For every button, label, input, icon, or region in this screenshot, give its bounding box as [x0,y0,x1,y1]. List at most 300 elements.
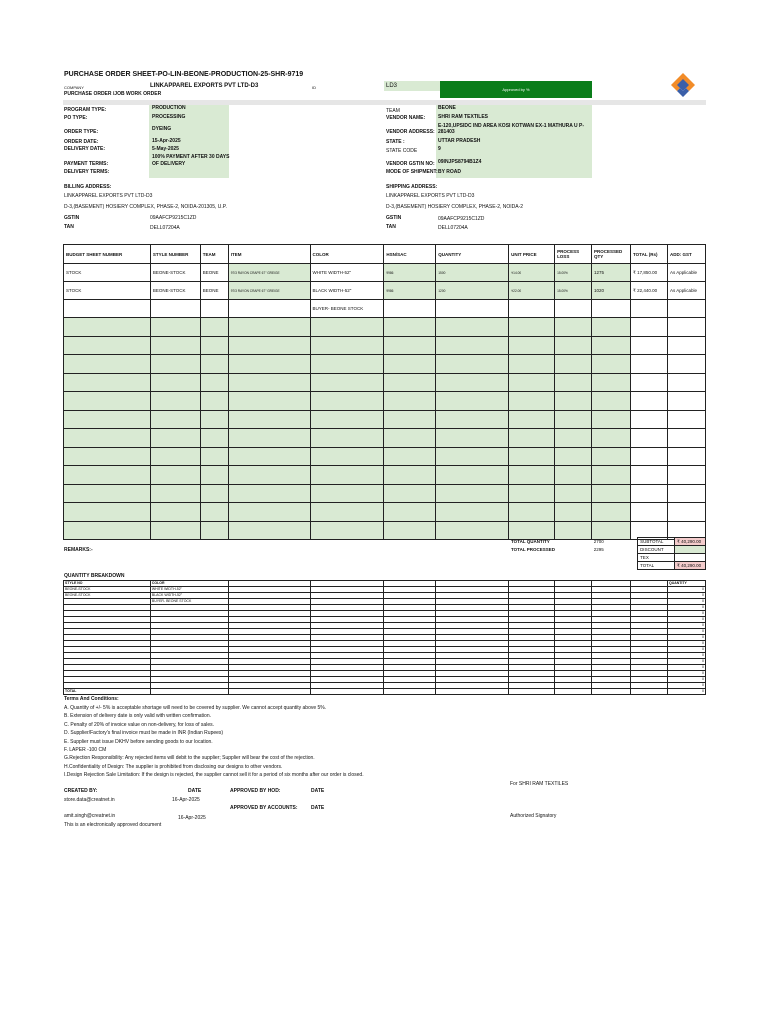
quantity-breakdown-title: QUANTITY BREAKDOWN [64,573,125,579]
qb-cell: 0 [667,599,705,605]
term-item: C. Penalty of 20% of invoice value on non-delivery, for loss of sales. [64,721,214,728]
table-row [64,466,706,485]
company-logo-icon [668,70,698,100]
shipping-label: SHIPPING ADDRESS: [386,184,438,190]
payment-terms-label: PAYMENT TERMS: [64,161,109,167]
table-cell [592,336,631,355]
term-item: G.Rejection Responsibility: Any rejected items will debit to the supplier; Supplier will bear the cost of the rejection. [64,755,315,762]
table-cell [592,392,631,411]
table-cell [64,373,151,392]
table-cell [64,300,151,318]
column-header: ADD: GST [667,245,705,264]
qb-cell: 0 [667,617,705,623]
table-cell [631,447,668,466]
term-item: A. Quantity of +/- 5% is acceptable shortage will need to be covered by supplier. We cannot accept quantity above 5%. [64,705,327,711]
table-cell [592,484,631,503]
column-header: COLOR [310,245,384,264]
qb-cell: 0 [667,665,705,671]
table-cell [384,447,436,466]
table-cell [436,318,509,337]
table-cell [150,300,200,318]
column-header: QUANTITY [436,245,509,264]
qb-header-cell: QUANTITY [667,581,705,587]
electronic-note: This is an electronically approved document [64,822,162,828]
approver-date: 16-Apr-2025 [178,815,206,821]
table-cell [310,373,384,392]
table-cell [384,336,436,355]
qb-cell: 0 [667,671,705,677]
table-cell [436,521,509,540]
document-title: PURCHASE ORDER SHEET-PO-LIN-BEONE-PRODUCTION-25-SHR-9719 [64,71,304,78]
table-row [64,264,706,282]
billing-tan-label: TAN [64,224,74,230]
table-cell [631,410,668,429]
table-cell [436,484,509,503]
table-cell [384,318,436,337]
column-header: TEAM [200,245,228,264]
table-cell [631,484,668,503]
table-cell [509,392,555,411]
table-cell: As Applicable [667,264,705,282]
table-cell: 9986 [384,282,436,300]
table-cell [667,410,705,429]
tex-value [675,554,706,562]
terms-list [64,704,704,780]
table-cell [436,410,509,429]
table-cell [64,447,151,466]
qb-cell: BUYER- BEONE STOCK [150,599,228,605]
table-cell [64,318,151,337]
table-cell [64,484,151,503]
qb-cell: 0 [667,593,705,599]
table-cell [436,373,509,392]
column-header: TOTAL (Rs) [631,245,668,264]
delivery-date-label: DELIVERY DATE: [64,146,106,152]
table-cell [631,503,668,522]
qb-total-cell [436,689,509,695]
qb-header-cell: COLOR [150,581,228,587]
program-type-value: PRODUCTION [152,105,186,111]
authorized-signatory: Authorized Signatory [510,813,557,819]
state-value: UTTAR PRADESH [438,138,481,144]
vendor-gstin-value: 09INJPS8794B1Z4 [438,159,482,165]
shipping-gstin-label: GSTIN [386,215,402,221]
approver-email: amit.singh@creatnet.in [64,813,116,819]
table-cell [509,429,555,448]
table-cell: ₹14.00 [509,264,555,282]
vendor-name-label: VENDOR NAME: [386,115,426,121]
table-row [64,484,706,503]
table-cell [384,521,436,540]
table-cell [509,447,555,466]
table-cell [150,410,200,429]
table-cell [667,355,705,374]
table-cell [631,373,668,392]
table-cell [200,447,228,466]
table-row [64,282,706,300]
table-cell [150,392,200,411]
qb-cell: 0 [667,635,705,641]
table-cell: ₹22.00 [509,282,555,300]
billing-address: D-3,(BASEMENT) HOSIERY COMPLEX, PHASE-2, NOIDA-201305, U.P. [64,204,227,210]
table-cell [228,429,310,448]
term-item: I.Design Rejection Sale Limitation: If the design is rejected, the supplier cannot sell it for a period of six months after our order is closed. [64,772,364,779]
table-cell: WHITE WIDTH-52" [310,264,384,282]
qb-total-cell: 0 [667,689,705,695]
qb-total-cell [228,689,310,695]
state-code-value: 9 [438,146,441,152]
totals-table [509,537,706,570]
subtotal-label: SUBTOTAL [638,538,675,546]
table-cell [509,355,555,374]
table-cell [384,355,436,374]
created-by-label: CREATED BY: [64,788,98,794]
column-header: ITEM [228,245,310,264]
table-cell [667,447,705,466]
table-cell: 97/3 RAYON CRAPE 67" GREIGE [228,264,310,282]
table-cell [555,484,592,503]
qb-total-cell [310,689,384,695]
table-cell [436,336,509,355]
table-cell [384,429,436,448]
table-cell [228,318,310,337]
qb-total-cell [384,689,436,695]
table-cell [509,466,555,485]
shipping-address: D-3,(BASEMENT) HOSIERY COMPLEX, PHASE-2, NOIDA-2 [386,204,524,210]
table-cell [631,318,668,337]
table-cell: 1020 [592,282,631,300]
table-cell [436,447,509,466]
qb-cell: 0 [667,653,705,659]
billing-gstin-label: GSTIN [64,215,80,221]
qb-cell: 0 [667,587,705,593]
order-date-label: ORDER DATE: [64,139,99,145]
table-cell [200,336,228,355]
table-cell [631,336,668,355]
table-cell [667,503,705,522]
table-cell [200,392,228,411]
document-type: PURCHASE ORDER /JOB WORK ORDER [64,91,162,97]
table-cell [200,521,228,540]
table-cell [228,300,310,318]
table-cell [310,355,384,374]
table-cell [310,336,384,355]
table-cell [150,355,200,374]
items-table [63,244,706,540]
total-quantity-value: 2700 [592,538,638,546]
table-cell [310,503,384,522]
table-cell [64,410,151,429]
table-cell [555,373,592,392]
table-cell [436,300,509,318]
table-cell [667,429,705,448]
table-cell [150,429,200,448]
table-cell [555,336,592,355]
created-date-label: DATE [188,788,202,794]
qb-total-cell: TOTAL [64,689,151,695]
term-item: E. Supplier must issue DKHV before sending goods to our location. [64,738,213,745]
table-row [64,300,706,318]
discount-value [675,546,706,554]
total-processed-label: TOTAL PROCESSED [511,547,556,552]
qb-cell: 0 [667,659,705,665]
total-label: TOTAL [638,562,675,570]
column-header: UNIT PRICE [509,245,555,264]
table-row [64,318,706,337]
table-cell: BEONE [200,282,228,300]
term-item: F. LAPER -100 CM [64,747,107,754]
table-cell: 9986 [384,264,436,282]
unit-code: LD3 [384,81,440,91]
billing-tan: DELL07204A [150,225,180,231]
table-cell [150,466,200,485]
table-cell [509,373,555,392]
hod-date-label: DATE [311,788,325,794]
created-date: 16-Apr-2025 [172,797,200,803]
table-cell [667,392,705,411]
table-cell: 1500 [436,264,509,282]
po-type-label: PO TYPE: [64,115,88,121]
table-cell [631,300,668,318]
qb-total-cell [150,689,228,695]
table-cell [509,484,555,503]
program-type-label: PROGRAM TYPE: [64,107,107,113]
qb-cell: 0 [667,605,705,611]
team-label: TEAM [386,108,400,114]
company-label: COMPANY [64,85,84,90]
table-cell [200,410,228,429]
table-cell [631,466,668,485]
table-cell [310,318,384,337]
table-row [64,447,706,466]
qb-total-cell [509,689,555,695]
table-cell [310,447,384,466]
table-cell [509,336,555,355]
table-cell: 15.00% [555,264,592,282]
table-row [64,373,706,392]
vendor-address-value: E-120,UPSIDC IND AREA KOSI KOTWAN EX-1 MATHURA U P-281403 [438,123,585,135]
table-row [64,410,706,429]
total-quantity-label: TOTAL QUANTITY [511,539,550,544]
table-cell [384,410,436,429]
table-cell [64,392,151,411]
term-item: D. Supplier/Factory's final invoice must be made in INR (Indian Rupees) [64,730,224,737]
shipping-tan-label: TAN [386,224,396,230]
table-cell [436,503,509,522]
table-cell [310,429,384,448]
table-cell [310,521,384,540]
table-cell [228,521,310,540]
table-cell [667,373,705,392]
table-cell [509,300,555,318]
table-cell [384,503,436,522]
table-cell: BEONE [200,264,228,282]
for-vendor: For SHRI RAM TEXTILES [510,781,569,787]
quantity-breakdown-table [63,580,706,695]
qb-cell: BLACK WIDTH-52" [150,593,228,599]
table-cell: BEONE-STOCK [150,264,200,282]
column-header: STYLE NUMBER [150,245,200,264]
table-cell [200,484,228,503]
table-cell [592,373,631,392]
shipping-gstin: 09AAFCP9215C1ZD [438,216,485,222]
table-cell [200,318,228,337]
term-item: H.Confidentiality of Design: The supplier is prohibited from disclosing our designs to other vendors. [64,763,283,770]
qb-cell: BEONE-STOCK [64,587,151,593]
po-type-value: PROCESSING [152,114,186,120]
qb-cell: 0 [667,623,705,629]
shipment-mode-label: MODE OF SHIPMENT: [386,169,438,175]
order-type-label: ORDER TYPE: [64,129,99,135]
qb-cell: 0 [667,677,705,683]
table-cell [592,318,631,337]
table-cell [150,373,200,392]
table-cell [631,429,668,448]
table-cell [592,447,631,466]
table-cell [150,447,200,466]
shipping-name: LINKAPPAREL EXPORTS PVT LTD-D3 [386,193,475,199]
table-cell [509,410,555,429]
id-label: ID [312,85,316,90]
table-cell [228,355,310,374]
table-cell: 1275 [592,264,631,282]
table-cell [509,503,555,522]
delivery-terms-label: DELIVERY TERMS: [64,169,110,175]
table-cell [555,355,592,374]
qb-total-row [64,689,706,695]
table-header-row [64,245,706,264]
hod-label: APPROVED BY HOD: [230,788,281,794]
table-cell: ₹ 22,440.00 [631,282,668,300]
table-cell [64,466,151,485]
table-cell [667,466,705,485]
table-cell [555,447,592,466]
table-cell [228,503,310,522]
approval-banner: Approved by % [440,81,592,98]
state-label: STATE : [386,139,405,145]
table-cell [436,355,509,374]
table-cell [64,336,151,355]
table-cell [555,503,592,522]
table-cell [228,484,310,503]
billing-label: BILLING ADDRESS: [64,184,112,190]
subtotal-value: ₹ 40,290.00 [675,538,706,546]
table-cell [64,503,151,522]
table-cell [667,336,705,355]
table-cell [150,503,200,522]
table-cell [228,373,310,392]
qb-cell: 0 [667,629,705,635]
total-value: ₹ 40,290.00 [675,562,706,570]
table-row [64,355,706,374]
team-value: BEONE [438,105,456,111]
table-row [64,392,706,411]
table-cell [384,484,436,503]
table-cell [310,392,384,411]
table-cell [150,336,200,355]
table-cell [592,503,631,522]
table-cell [228,336,310,355]
table-cell [64,521,151,540]
delivery-date-value: 5-May-2025 [152,146,179,152]
table-cell [228,466,310,485]
table-cell [64,429,151,448]
table-cell [384,373,436,392]
accounts-date-label: DATE [311,805,325,811]
shipment-mode-value: BY ROAD [438,169,461,175]
table-cell [555,300,592,318]
table-cell [592,429,631,448]
table-cell [631,355,668,374]
table-cell [631,392,668,411]
qb-header-cell: STYLE NO [64,581,151,587]
table-cell [436,429,509,448]
table-cell [200,429,228,448]
table-cell [667,484,705,503]
table-cell [228,392,310,411]
table-cell [310,466,384,485]
column-header: BUDGET SHEET NUMBER [64,245,151,264]
discount-label: DISCOUNT [638,546,675,554]
table-cell [592,355,631,374]
shipping-tan: DELL07204A [438,225,468,231]
vendor-name-value: SHRI RAM TEXTILES [438,114,489,120]
table-cell: STOCK [64,264,151,282]
table-cell [592,466,631,485]
total-processed-value: 2295 [592,546,638,554]
table-cell [384,466,436,485]
order-date-value: 15-Apr-2025 [152,138,181,144]
table-cell [436,392,509,411]
table-cell [200,300,228,318]
table-cell: ₹ 17,850.00 [631,264,668,282]
table-cell [228,447,310,466]
table-cell: BLACK WIDTH-52" [310,282,384,300]
table-cell [592,410,631,429]
table-cell [555,410,592,429]
column-header: PROCESS LOSS [555,245,592,264]
qb-cell: 0 [667,641,705,647]
table-cell [200,373,228,392]
created-by-email: store.data@creatnet.in [64,797,115,803]
table-row [64,503,706,522]
table-cell [64,355,151,374]
qb-cell: WHITE WIDTH-52" [150,587,228,593]
qb-cell: 0 [667,647,705,653]
table-cell [384,300,436,318]
table-cell [310,410,384,429]
table-cell: 97/3 RAYON CRAPE 67" GREIGE [228,282,310,300]
billing-name: LINKAPPAREL EXPORTS PVT LTD-D3 [64,193,153,199]
terms-title: Terms And Conditions: [64,696,119,702]
table-cell: STOCK [64,282,151,300]
state-code-label: STATE CODE [386,148,418,154]
remarks-label: REMARKS:- [64,547,93,553]
table-cell [592,300,631,318]
table-cell: BEONE-STOCK [150,282,200,300]
table-cell [228,410,310,429]
qb-cell: 0 [667,683,705,689]
delivery-terms-value: OF DELIVERY [152,161,186,167]
table-cell [150,484,200,503]
order-type-value: DYEING [152,126,172,132]
table-row [64,429,706,448]
tex-label: TEX [638,554,675,562]
qb-total-cell [592,689,631,695]
accounts-label: APPROVED BY ACCOUNTS: [230,805,298,811]
qb-total-cell [555,689,592,695]
table-cell: 15.00% [555,282,592,300]
